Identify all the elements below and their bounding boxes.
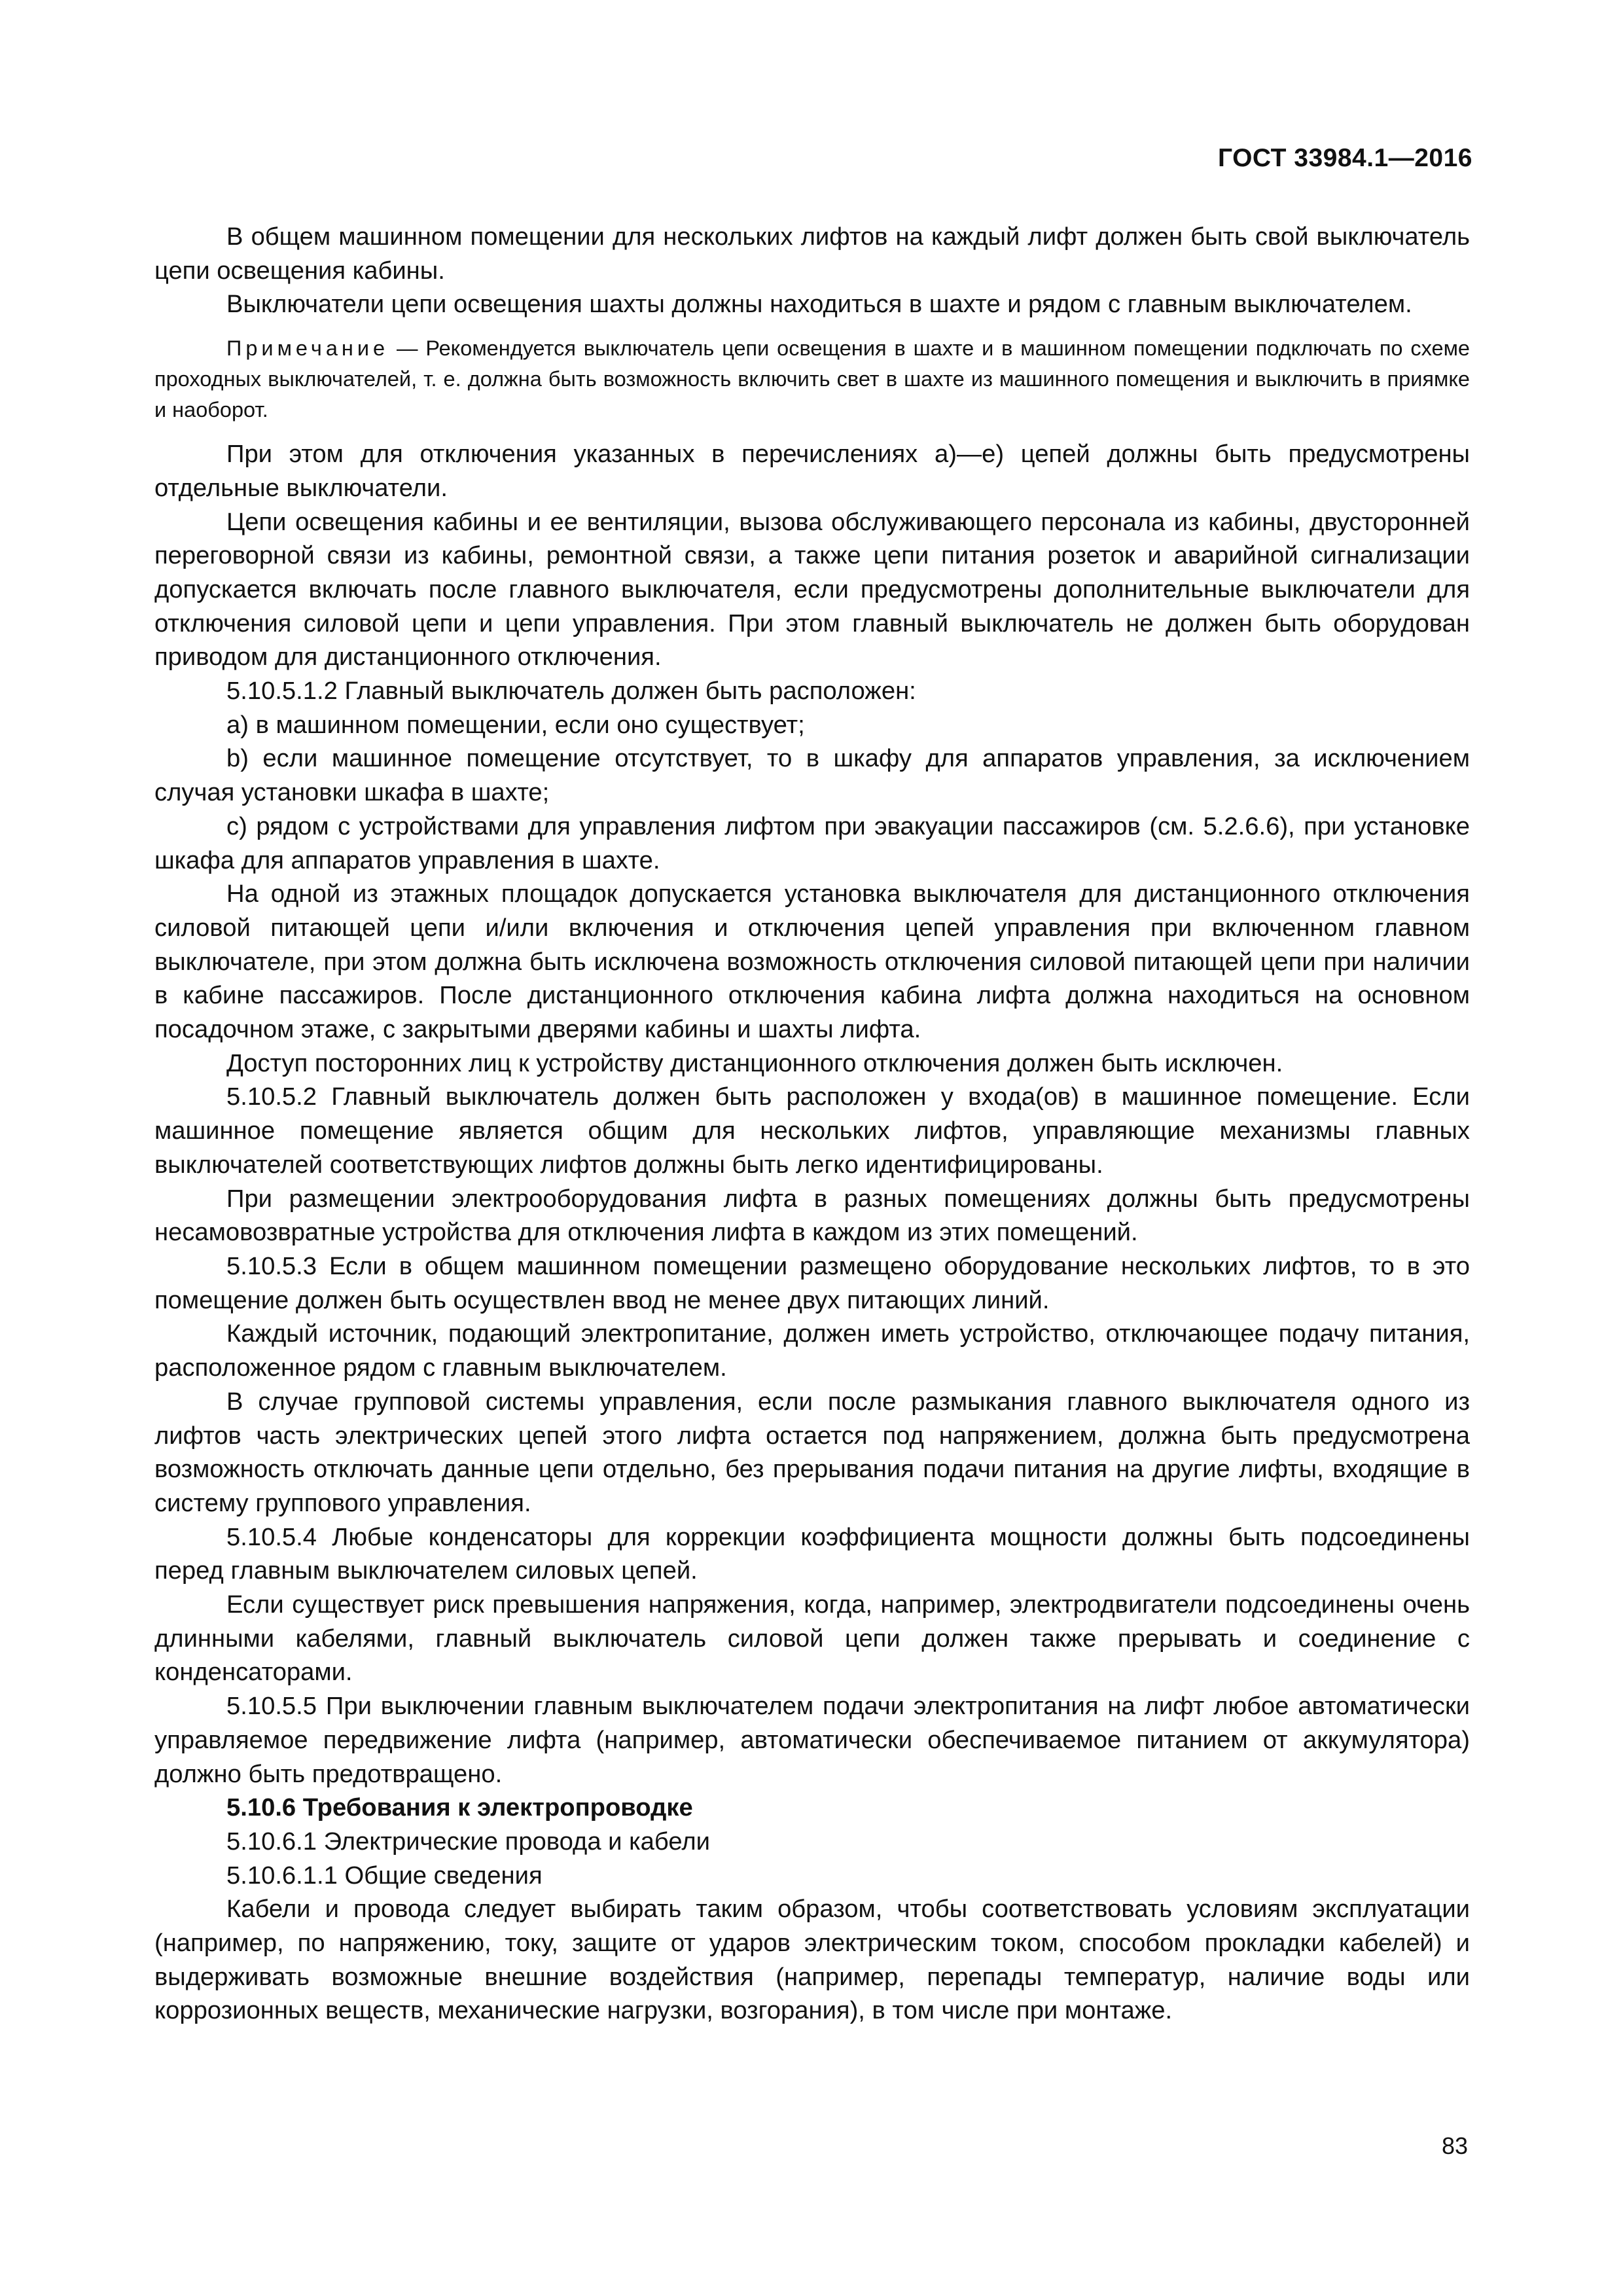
paragraph: При этом для отключения указанных в перечислениях а)—е) цепей должны быть предусмотрены отдельные выключатели. (154, 440, 1470, 502)
paragraph: 5.10.5.1.2 Главный выключатель должен быть расположен: (226, 677, 916, 706)
paragraph: В общем машинном помещении для нескольких лифтов на каждый лифт должен быть свой выключатель цепи освещения кабины. (154, 223, 1470, 285)
paragraph: На одной из этажных площадок допускается установка выключателя для дистанционного отключения силовой питающей цепи и/или включения и отключения цепей управления при включенном главном выключателе, при этом должна быть исключена возможность отключения силовой питающей цепи при наличии в кабине пассажиров. После дистанционного отключения кабина лифта должна находиться на основном посадочном этаже, с закрытыми дверями кабины и шахты лифта. (154, 880, 1470, 1044)
note (154, 333, 1470, 425)
page-body (154, 220, 1470, 2028)
list-item: а) в машинном помещении, если оно существует; (226, 710, 805, 739)
list-item: с) рядом с устройствами для управления лифтом при эвакуации пассажиров (см. 5.2.6.6), при установке шкафа для аппаратов управления в шахте. (154, 812, 1470, 874)
note-text: — Рекомендуется выключатель цепи освещения в шахте и в машинном помещении подключать по схеме проходных выключателей, т. е. должна быть возможность включить свет в шахте из машинного помещения и выключить в приямке и наоборот. (154, 336, 1470, 422)
note-label: Примечание (226, 336, 389, 361)
paragraph: 5.10.6.1.1 Общие сведения (226, 1861, 543, 1890)
paragraph: 5.10.5.3 Если в общем машинном помещении размещено оборудование нескольких лифтов, то в это помещение должен быть осуществлен ввод не менее двух питающих линий. (154, 1251, 1470, 1314)
list-item: b) если машинное помещение отсутствует, то в шкафу для аппаратов управления, за исключением случая установки шкафа в шахте; (154, 744, 1470, 807)
paragraph: В случае групповой системы управления, если после размыкания главного выключателя одного из лифтов часть электрических цепей этого лифта остается под напряжением, должна быть предусмотрена возможность отключать данные цепи отдельно, без прерывания подачи питания на другие лифты, входящие в систему группового управления. (154, 1387, 1470, 1517)
paragraph: 5.10.6.1 Электрические провода и кабели (226, 1827, 710, 1856)
paragraph: Выключатели цепи освещения шахты должны находиться в шахте и рядом с главным выключателем. (226, 290, 1412, 319)
paragraph: Если существует риск превышения напряжения, когда, например, электродвигатели подсоединены очень длинными кабелями, главный выключатель силовой цепи должен также прерывать и соединение с конденсаторами. (154, 1590, 1470, 1687)
paragraph: 5.10.5.2 Главный выключатель должен быть расположен у входа(ов) в машинное помещение. Если машинное помещение является общим для нескольких лифтов, управляющие механизмы главных выключателей соответствующих лифтов должны быть легко идентифицированы. (154, 1083, 1470, 1179)
paragraph: Каждый источник, подающий электропитание, должен иметь устройство, отключающее подачу питания, расположенное рядом с главным выключателем. (154, 1319, 1470, 1382)
paragraph: Цепи освещения кабины и ее вентиляции, вызова обслуживающего персонала из кабины, двусторонней переговорной связи из кабины, ремонтной связи, а также цепи питания розеток и аварийной сигнализации допускается включать после главного выключателя, если предусмотрены дополнительные выключатели для отключения силовой цепи и цепи управления. При этом главный выключатель не должен быть оборудован приводом для дистанционного отключения. (154, 507, 1470, 672)
paragraph: 5.10.5.4 Любые конденсаторы для коррекции коэффициента мощности должны быть подсоединены перед главным выключателем силовых цепей. (154, 1522, 1470, 1585)
paragraph: 5.10.5.5 При выключении главным выключателем подачи электропитания на лифт любое автоматически управляемое передвижение лифта (например, автоматически обеспечиваемое питанием от аккумулятора) должно быть предотвращено. (154, 1692, 1470, 1788)
standard-header: ГОСТ 33984.1—2016 (1217, 144, 1472, 172)
paragraph: Доступ посторонних лиц к устройству дистанционного отключения должен быть исключен. (226, 1049, 1283, 1077)
paragraph: Кабели и провода следует выбирать таким образом, чтобы соответствовать условиям эксплуатации (например, по напряжению, току, защите от ударов электрическим током, способом прокладки кабелей) и выдерживать возможные внешние воздействия (например, перепады температур, наличие воды или коррозионных веществ, механические нагрузки, возгорания), в том числе при монтаже. (154, 1895, 1470, 2025)
paragraph: При размещении электрооборудования лифта в разных помещениях должны быть предусмотрены несамовозвратные устройства для отключения лифта в каждом из этих помещений. (154, 1184, 1470, 1247)
page-number: 83 (1441, 2132, 1468, 2159)
section-heading: 5.10.6 Требования к электропроводке (226, 1793, 693, 1822)
